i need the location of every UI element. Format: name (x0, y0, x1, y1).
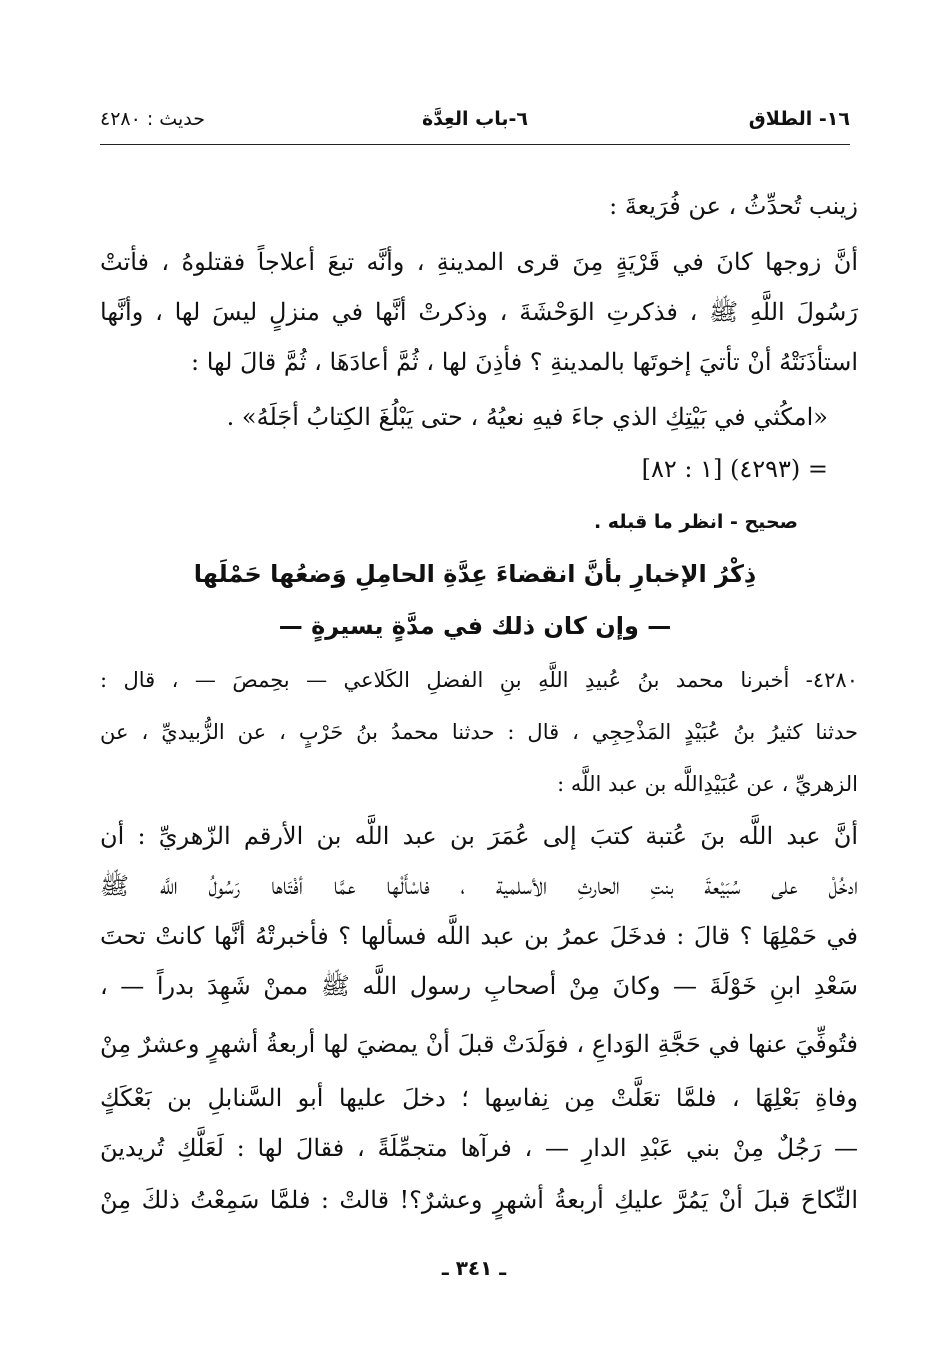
chapter-heading: ذِكْرُ الإخبارِ بأنَّ انقضاءَ عِدَّةِ الحامِلِ وَضعُها حَمْلَها (193, 560, 757, 588)
isnad-line: حدثنا كثيرُ بنُ عُبَيْدٍ المَذْحِجِي ، قال : حدثنا محمدُ بنُ حَرْبٍ ، عن الزُّبيديِّ ، عن (100, 720, 858, 744)
text-line: سَعْدِ ابنِ خَوْلَةَ — وكانَ مِنْ أصحابِ رسول اللَّه ﷺ ممنْ شَهِدَ بدراً — ، (100, 972, 858, 1000)
chapter-subheading: — وإن كان ذلك في مدَّةٍ يسيرةٍ — (278, 612, 672, 640)
cross-reference: = (٤٢٩٣) [١ : ٨٢] (641, 455, 828, 483)
text-line: فتُوفِّيَ عنها في حَجَّةِ الوَداعِ ، فوَلَدَتْ قبلَ أنْ يمضيَ لها أربعةُ أشهرٍ وعشرٌ مِنْ (100, 1030, 858, 1058)
isnad-line: ٤٢٨٠- أخبرنا محمد بنُ عُبيدِ اللَّهِ بنِ الفضلِ الكَلاعي — بحِمصَ — ، قال : (100, 668, 858, 692)
text-line: النِّكاحَ قبلَ أنْ يَمُرَّ عليكِ أربعةُ أشهرٍ وعشرٌ؟! قالتْ : فلمَّا سَمِعْتُ ذلكَ مِنْ (100, 1186, 858, 1214)
header-chapter: ١٦- الطلاق (748, 108, 850, 130)
isnad-line: الزهريِّ ، عن عُبَيْدِاللَّه بن عبد اللَّه : (557, 772, 858, 796)
page-number: ـ ٣٤١ ـ (441, 1256, 507, 1280)
text-line: ادخُلْ على سُبَيْعةَ بنتِ الحارثِ الأسلمية ، فاسْأَلْها عمَّا أفْتَاها رَسُولُ اللَّه ﷺ (100, 872, 858, 900)
text-line: — رَجُلٌ مِنْ بني عَبْدِ الدارِ — ، فرآها متجمِّلَةً ، فقالَ لها : لَعَلَّكِ تُريدينَ (100, 1134, 858, 1162)
text-line: زينب تُحدِّثُ ، عن فُرَيعةَ : (609, 192, 858, 220)
header-divider (100, 144, 850, 145)
text-line: أنَّ زوجها كانَ في قَرْيَةٍ مِنَ قرى المدينةِ ، وأنَّه تبعَ أعلاجاً فقتلوهُ ، فأتتْ (100, 248, 858, 276)
header-section: ٦-باب العِدَّة (421, 108, 529, 130)
text-line: في حَمْلِهَا ؟ قالَ : فدخَلَ عمرُ بن عبد اللَّه فسألها ؟ فأخبرتْهُ أنَّها كانتْ تحتَ (100, 922, 858, 950)
quote-line: «امكُثي في بَيْتِكِ الذي جاءَ فيهِ نعيُهُ ، حتى يَبْلُغَ الكِتابُ أجَلَهُ» . (226, 403, 828, 431)
text-line: استأذَنَتْهُ أنْ تأتيَ إخوتَها بالمدينةِ ؟ فأذِنَ لها ، ثُمَّ أعادَهَا ، ثُمَّ قالَ لها : (190, 348, 858, 376)
header-hadith-number: حديث : ٤٢٨٠ (100, 108, 205, 130)
running-header (100, 108, 850, 140)
text-line: رَسُولَ اللَّهِ ﷺ ، فذكرتِ الوَحْشَةَ ، وذكرتْ أنَّها في منزلٍ ليسَ لها ، وأنَّها (100, 298, 858, 326)
text-line: وفاةِ بَعْلِهَا ، فلمَّا تعَلَّتْ مِن نِفاسِها ؛ دخلَ عليها أبو السَّنابلِ بن بَعْكَكٍ (100, 1084, 858, 1112)
text-line: أنَّ عبد اللَّه بنَ عُتبة كتبَ إلى عُمَرَ بن عبد اللَّه بن الأرقم الزّهريِّ : أن (100, 822, 858, 850)
grading-note: صحيح - انظر ما قبله . (593, 511, 798, 533)
